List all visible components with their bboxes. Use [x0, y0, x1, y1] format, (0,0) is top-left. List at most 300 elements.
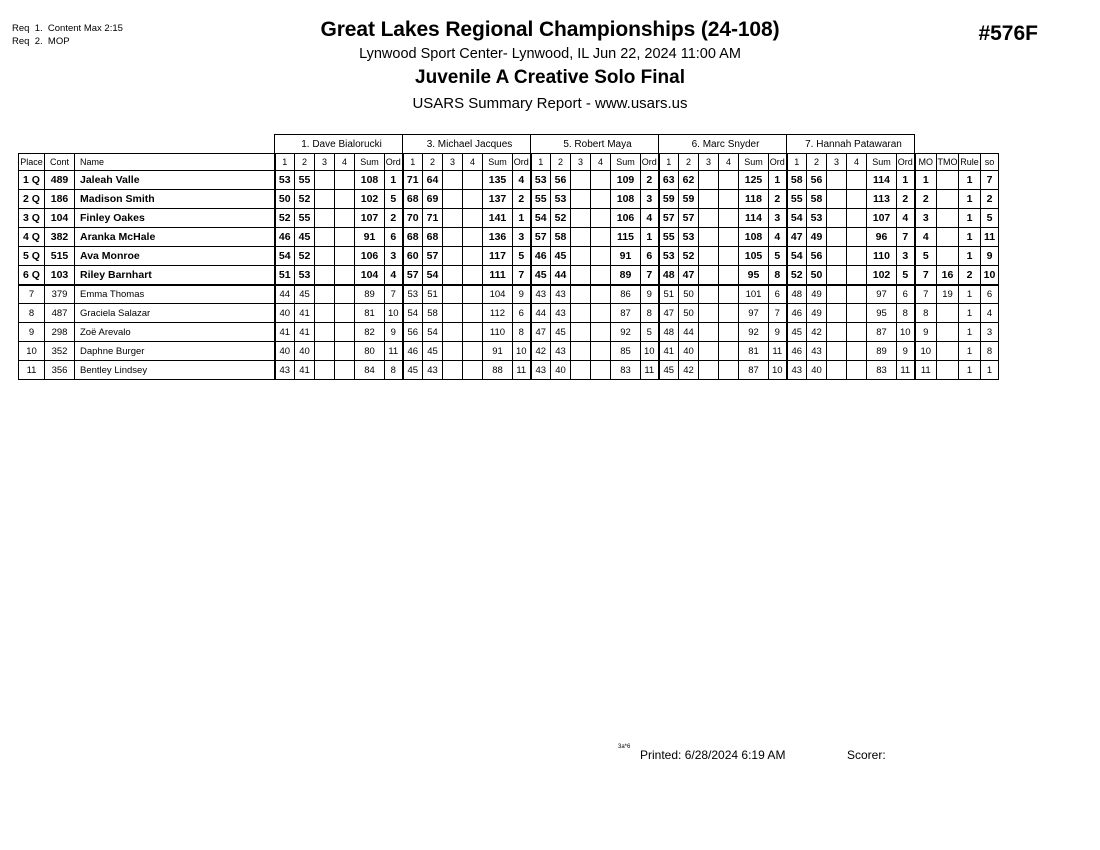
cell-j4-s2: 62 — [679, 171, 699, 190]
cell-j4-s4 — [719, 361, 739, 380]
cell-j4-s1: 55 — [659, 228, 679, 247]
cell-j3-s2: 53 — [551, 190, 571, 209]
cell-j3-s1: 53 — [531, 171, 551, 190]
cell-j3-sum: 86 — [611, 285, 641, 304]
cell-rule: 2 — [959, 266, 981, 285]
cell-j2-ord: 5 — [513, 247, 531, 266]
col-header-j4-1: 1 — [659, 154, 679, 171]
cell-j2-sum: 135 — [483, 171, 513, 190]
cell-j3-s2: 45 — [551, 247, 571, 266]
cell-j4-sum: 87 — [739, 361, 769, 380]
cell-j3-ord: 1 — [641, 228, 659, 247]
cell-j1-s3 — [315, 323, 335, 342]
cell-j4-ord: 5 — [769, 247, 787, 266]
col-header-rule: Rule — [959, 154, 981, 171]
cell-j5-sum: 95 — [867, 304, 897, 323]
cell-name: Bentley Lindsey — [75, 361, 275, 380]
cell-j2-s3 — [443, 190, 463, 209]
cell-j2-ord: 2 — [513, 190, 531, 209]
cell-j5-s3 — [827, 247, 847, 266]
cell-j4-sum: 125 — [739, 171, 769, 190]
cell-name: Graciela Salazar — [75, 304, 275, 323]
col-header-j2-sum: Sum — [483, 154, 513, 171]
col-header-j4-4: 4 — [719, 154, 739, 171]
cell-j3-s2: 45 — [551, 323, 571, 342]
cell-j1-sum: 80 — [355, 342, 385, 361]
cell-j1-ord: 6 — [385, 228, 403, 247]
cell-j1-s2: 55 — [295, 209, 315, 228]
table-row[interactable] — [19, 361, 999, 380]
cell-j2-s4 — [463, 190, 483, 209]
col-header-j2-4: 4 — [463, 154, 483, 171]
table-row[interactable] — [19, 342, 999, 361]
col-header-cont: Cont — [45, 154, 75, 171]
cell-j5-ord: 10 — [897, 323, 915, 342]
cell-j4-sum: 114 — [739, 209, 769, 228]
cell-cont: 379 — [45, 285, 75, 304]
col-header-j2-2: 2 — [423, 154, 443, 171]
cell-j2-s4 — [463, 209, 483, 228]
table-row[interactable] — [19, 266, 999, 285]
cell-j3-sum: 85 — [611, 342, 641, 361]
cell-j2-s4 — [463, 342, 483, 361]
cell-j3-ord: 7 — [641, 266, 659, 285]
cell-j3-s2: 43 — [551, 285, 571, 304]
cell-place: 1 Q — [19, 171, 45, 190]
cell-j3-s3 — [571, 361, 591, 380]
cell-cont: 186 — [45, 190, 75, 209]
cell-j3-s4 — [591, 190, 611, 209]
score-table-body — [19, 171, 999, 380]
table-row[interactable] — [19, 285, 999, 304]
cell-j5-s4 — [847, 228, 867, 247]
cell-j1-s3 — [315, 342, 335, 361]
cell-j1-s1: 40 — [275, 342, 295, 361]
cell-mo: 9 — [915, 323, 937, 342]
cell-j5-s3 — [827, 361, 847, 380]
cell-j4-s4 — [719, 209, 739, 228]
cell-j2-s2: 57 — [423, 247, 443, 266]
cell-j2-s4 — [463, 247, 483, 266]
cell-j2-s4 — [463, 323, 483, 342]
cell-cont: 103 — [45, 266, 75, 285]
cell-j2-s3 — [443, 342, 463, 361]
cell-j5-ord: 1 — [897, 171, 915, 190]
table-row[interactable] — [19, 323, 999, 342]
cell-j3-s4 — [591, 171, 611, 190]
judge-header-row — [19, 135, 999, 154]
cell-rule: 1 — [959, 171, 981, 190]
cell-j2-sum: 111 — [483, 266, 513, 285]
cell-j3-s1: 54 — [531, 209, 551, 228]
cell-j4-s4 — [719, 247, 739, 266]
judge-header-4: 6. Marc Snyder — [659, 135, 787, 154]
cell-j3-s3 — [571, 228, 591, 247]
cell-j1-s3 — [315, 361, 335, 380]
cell-j5-s3 — [827, 342, 847, 361]
cell-j2-s3 — [443, 304, 463, 323]
cell-j2-s2: 71 — [423, 209, 443, 228]
cell-j5-s4 — [847, 171, 867, 190]
cell-tmo — [937, 361, 959, 380]
cell-mo: 2 — [915, 190, 937, 209]
column-header-row — [19, 154, 999, 171]
cell-j2-sum: 141 — [483, 209, 513, 228]
col-header-j3-ord: Ord — [641, 154, 659, 171]
cell-j2-s4 — [463, 228, 483, 247]
cell-j5-s4 — [847, 342, 867, 361]
cell-j1-s4 — [335, 361, 355, 380]
col-header-j5-2: 2 — [807, 154, 827, 171]
cell-j2-ord: 6 — [513, 304, 531, 323]
col-header-j4-3: 3 — [699, 154, 719, 171]
cell-j5-s2: 56 — [807, 247, 827, 266]
cell-j5-s2: 40 — [807, 361, 827, 380]
cell-j4-ord: 4 — [769, 228, 787, 247]
cell-cont: 298 — [45, 323, 75, 342]
cell-j2-sum: 110 — [483, 323, 513, 342]
cell-j5-ord: 6 — [897, 285, 915, 304]
cell-mo: 7 — [915, 266, 937, 285]
cell-j5-sum: 83 — [867, 361, 897, 380]
cell-j5-s4 — [847, 247, 867, 266]
cell-j4-s3 — [699, 361, 719, 380]
cell-j2-s2: 64 — [423, 171, 443, 190]
cell-place: 10 — [19, 342, 45, 361]
cell-j4-s4 — [719, 342, 739, 361]
cell-so: 10 — [981, 266, 999, 285]
cell-j1-s2: 45 — [295, 228, 315, 247]
cell-j2-s3 — [443, 209, 463, 228]
cell-j2-ord: 10 — [513, 342, 531, 361]
cell-tmo — [937, 323, 959, 342]
col-header-j5-sum: Sum — [867, 154, 897, 171]
cell-j4-s1: 51 — [659, 285, 679, 304]
cell-j5-s1: 48 — [787, 285, 807, 304]
cell-j1-sum: 91 — [355, 228, 385, 247]
cell-tmo — [937, 304, 959, 323]
table-row[interactable] — [19, 190, 999, 209]
venue-line: Lynwood Sport Center- Lynwood, IL Jun 22, 2024 11:00 AM — [359, 46, 741, 62]
cell-j3-s3 — [571, 304, 591, 323]
col-header-j3-sum: Sum — [611, 154, 641, 171]
cell-cont: 515 — [45, 247, 75, 266]
cell-name: Aranka McHale — [75, 228, 275, 247]
cell-j3-sum: 92 — [611, 323, 641, 342]
cell-j4-sum: 108 — [739, 228, 769, 247]
cell-j2-s3 — [443, 323, 463, 342]
cell-j1-s1: 40 — [275, 304, 295, 323]
cell-j4-sum: 118 — [739, 190, 769, 209]
col-header-j1-3: 3 — [315, 154, 335, 171]
table-row[interactable] — [19, 228, 999, 247]
cell-j1-s2: 52 — [295, 190, 315, 209]
cell-j1-s3 — [315, 209, 335, 228]
cell-j2-ord: 1 — [513, 209, 531, 228]
cell-j2-sum: 136 — [483, 228, 513, 247]
cell-j5-s2: 49 — [807, 228, 827, 247]
cell-j4-s4 — [719, 285, 739, 304]
cell-j4-ord: 2 — [769, 190, 787, 209]
cell-j3-ord: 10 — [641, 342, 659, 361]
cell-j1-sum: 108 — [355, 171, 385, 190]
footer-printed: Printed: 6/28/2024 6:19 AM — [640, 748, 786, 762]
cell-j3-sum: 87 — [611, 304, 641, 323]
cell-j4-sum: 105 — [739, 247, 769, 266]
col-header-tmo: TMO — [937, 154, 959, 171]
cell-j5-s4 — [847, 361, 867, 380]
cell-j3-s1: 55 — [531, 190, 551, 209]
cell-j3-s4 — [591, 285, 611, 304]
cell-name: Madison Smith — [75, 190, 275, 209]
cell-j5-s1: 47 — [787, 228, 807, 247]
cell-j3-sum: 109 — [611, 171, 641, 190]
cell-tmo — [937, 190, 959, 209]
cell-tmo — [937, 228, 959, 247]
cell-j3-ord: 6 — [641, 247, 659, 266]
cell-j3-s1: 45 — [531, 266, 551, 285]
cell-so: 5 — [981, 209, 999, 228]
cell-j5-s4 — [847, 209, 867, 228]
footer-sequence: 3a*6 — [618, 744, 631, 750]
col-header-j1-4: 4 — [335, 154, 355, 171]
cell-j4-s4 — [719, 171, 739, 190]
cell-j5-s2: 50 — [807, 266, 827, 285]
cell-rule: 1 — [959, 247, 981, 266]
cell-j1-s4 — [335, 228, 355, 247]
cell-j4-ord: 9 — [769, 323, 787, 342]
cell-j5-s1: 46 — [787, 304, 807, 323]
col-header-j2-1: 1 — [403, 154, 423, 171]
cell-j4-s3 — [699, 285, 719, 304]
cell-j5-s1: 55 — [787, 190, 807, 209]
col-header-j5-4: 4 — [847, 154, 867, 171]
cell-j2-s1: 53 — [403, 285, 423, 304]
cell-tmo — [937, 247, 959, 266]
col-header-name: Name — [75, 154, 275, 171]
cell-cont: 382 — [45, 228, 75, 247]
cell-j3-s3 — [571, 247, 591, 266]
cell-j3-ord: 3 — [641, 190, 659, 209]
cell-j2-sum: 137 — [483, 190, 513, 209]
cell-j5-ord: 4 — [897, 209, 915, 228]
cell-j3-s2: 43 — [551, 342, 571, 361]
cell-j1-ord: 2 — [385, 209, 403, 228]
cell-j4-s2: 53 — [679, 228, 699, 247]
cell-cont: 489 — [45, 171, 75, 190]
cell-place: 4 Q — [19, 228, 45, 247]
cell-mo: 5 — [915, 247, 937, 266]
cell-j5-s2: 43 — [807, 342, 827, 361]
cell-j1-ord: 5 — [385, 190, 403, 209]
cell-tmo — [937, 209, 959, 228]
cell-rule: 1 — [959, 228, 981, 247]
cell-j3-s2: 44 — [551, 266, 571, 285]
cell-j1-s4 — [335, 304, 355, 323]
cell-j5-ord: 5 — [897, 266, 915, 285]
cell-place: 6 Q — [19, 266, 45, 285]
cell-j2-s1: 45 — [403, 361, 423, 380]
requirement-line-1: Req 1. Content Max 2:15 — [12, 23, 123, 34]
cell-j5-s2: 49 — [807, 285, 827, 304]
cell-j2-ord: 4 — [513, 171, 531, 190]
cell-j2-sum: 117 — [483, 247, 513, 266]
cell-j1-s3 — [315, 190, 335, 209]
cell-j3-s4 — [591, 209, 611, 228]
col-header-j3-2: 2 — [551, 154, 571, 171]
cell-place: 3 Q — [19, 209, 45, 228]
cell-j3-s4 — [591, 266, 611, 285]
cell-j2-s2: 69 — [423, 190, 443, 209]
cell-j2-s3 — [443, 247, 463, 266]
cell-j1-s3 — [315, 266, 335, 285]
cell-so: 3 — [981, 323, 999, 342]
cell-j5-sum: 102 — [867, 266, 897, 285]
cell-rule: 1 — [959, 285, 981, 304]
cell-j5-s1: 54 — [787, 209, 807, 228]
cell-j1-sum: 84 — [355, 361, 385, 380]
cell-j4-s1: 48 — [659, 266, 679, 285]
cell-j5-sum: 97 — [867, 285, 897, 304]
cell-place: 8 — [19, 304, 45, 323]
cell-j5-ord: 9 — [897, 342, 915, 361]
cell-rule: 1 — [959, 323, 981, 342]
table-row[interactable] — [19, 304, 999, 323]
cell-j4-sum: 92 — [739, 323, 769, 342]
cell-j1-ord: 4 — [385, 266, 403, 285]
cell-j2-s2: 54 — [423, 266, 443, 285]
cell-j5-s3 — [827, 285, 847, 304]
cell-j4-s3 — [699, 209, 719, 228]
cell-j1-sum: 89 — [355, 285, 385, 304]
cell-j3-s3 — [571, 266, 591, 285]
col-header-j4-sum: Sum — [739, 154, 769, 171]
cell-place: 9 — [19, 323, 45, 342]
cell-j3-s2: 58 — [551, 228, 571, 247]
cell-j4-s3 — [699, 323, 719, 342]
cell-cont: 487 — [45, 304, 75, 323]
cell-j3-sum: 89 — [611, 266, 641, 285]
cell-cont: 352 — [45, 342, 75, 361]
cell-j3-ord: 4 — [641, 209, 659, 228]
cell-j4-s2: 59 — [679, 190, 699, 209]
cell-j3-s1: 57 — [531, 228, 551, 247]
cell-j1-s4 — [335, 342, 355, 361]
cell-j1-sum: 82 — [355, 323, 385, 342]
cell-j4-ord: 10 — [769, 361, 787, 380]
cell-j2-s1: 54 — [403, 304, 423, 323]
cell-j2-s2: 54 — [423, 323, 443, 342]
cell-j1-s4 — [335, 323, 355, 342]
document-code: #576F — [978, 22, 1038, 45]
cell-j5-ord: 3 — [897, 247, 915, 266]
cell-j1-ord: 10 — [385, 304, 403, 323]
cell-j1-s2: 41 — [295, 361, 315, 380]
cell-j2-ord: 3 — [513, 228, 531, 247]
cell-j4-s2: 52 — [679, 247, 699, 266]
table-row[interactable] — [19, 171, 999, 190]
judge-header-3: 5. Robert Maya — [531, 135, 659, 154]
cell-j4-s4 — [719, 304, 739, 323]
cell-j4-s3 — [699, 190, 719, 209]
cell-j3-ord: 2 — [641, 171, 659, 190]
cell-j2-ord: 8 — [513, 323, 531, 342]
cell-j2-s3 — [443, 266, 463, 285]
cell-j2-s1: 68 — [403, 228, 423, 247]
cell-j4-ord: 6 — [769, 285, 787, 304]
cell-j5-sum: 114 — [867, 171, 897, 190]
cell-j3-ord: 5 — [641, 323, 659, 342]
cell-j5-s1: 46 — [787, 342, 807, 361]
cell-j2-s3 — [443, 361, 463, 380]
judge-header-5: 7. Hannah Patawaran — [787, 135, 915, 154]
cell-j2-s2: 58 — [423, 304, 443, 323]
cell-j4-s1: 47 — [659, 304, 679, 323]
table-row[interactable] — [19, 209, 999, 228]
cell-j3-sum: 115 — [611, 228, 641, 247]
cell-j4-s1: 45 — [659, 361, 679, 380]
cell-j3-s3 — [571, 190, 591, 209]
score-table — [18, 134, 999, 380]
cell-j2-s1: 60 — [403, 247, 423, 266]
cell-j1-s2: 40 — [295, 342, 315, 361]
cell-j1-s4 — [335, 285, 355, 304]
cell-place: 7 — [19, 285, 45, 304]
cell-j3-s4 — [591, 342, 611, 361]
cell-j4-ord: 1 — [769, 171, 787, 190]
cell-place: 11 — [19, 361, 45, 380]
cell-j4-s3 — [699, 228, 719, 247]
cell-so: 2 — [981, 190, 999, 209]
cell-j2-s4 — [463, 266, 483, 285]
cell-j4-s4 — [719, 190, 739, 209]
cell-j2-ord: 11 — [513, 361, 531, 380]
cell-so: 9 — [981, 247, 999, 266]
judge-header-spacer-right — [915, 135, 999, 154]
cell-j5-s3 — [827, 304, 847, 323]
cell-j4-sum: 97 — [739, 304, 769, 323]
col-header-j4-2: 2 — [679, 154, 699, 171]
cell-j5-s4 — [847, 323, 867, 342]
cell-j4-ord: 11 — [769, 342, 787, 361]
event-title: Juvenile A Creative Solo Final — [415, 67, 685, 88]
col-header-j1-1: 1 — [275, 154, 295, 171]
cell-j4-s1: 41 — [659, 342, 679, 361]
cell-j4-s2: 47 — [679, 266, 699, 285]
cell-so: 8 — [981, 342, 999, 361]
cell-j4-s3 — [699, 304, 719, 323]
cell-j5-s3 — [827, 209, 847, 228]
cell-j2-s1: 56 — [403, 323, 423, 342]
cell-j3-s1: 44 — [531, 304, 551, 323]
cell-j5-s2: 56 — [807, 171, 827, 190]
cell-tmo: 19 — [937, 285, 959, 304]
cell-j2-s1: 70 — [403, 209, 423, 228]
cell-mo: 7 — [915, 285, 937, 304]
cell-j5-s1: 43 — [787, 361, 807, 380]
score-sheet — [18, 134, 999, 380]
cell-j2-sum: 104 — [483, 285, 513, 304]
cell-j1-s3 — [315, 285, 335, 304]
cell-j5-s2: 58 — [807, 190, 827, 209]
cell-name: Zoë Arevalo — [75, 323, 275, 342]
report-subtitle: USARS Summary Report - www.usars.us — [412, 95, 688, 112]
table-row[interactable] — [19, 247, 999, 266]
cell-j3-s4 — [591, 228, 611, 247]
cell-j3-s3 — [571, 285, 591, 304]
cell-name: Emma Thomas — [75, 285, 275, 304]
cell-j1-ord: 7 — [385, 285, 403, 304]
